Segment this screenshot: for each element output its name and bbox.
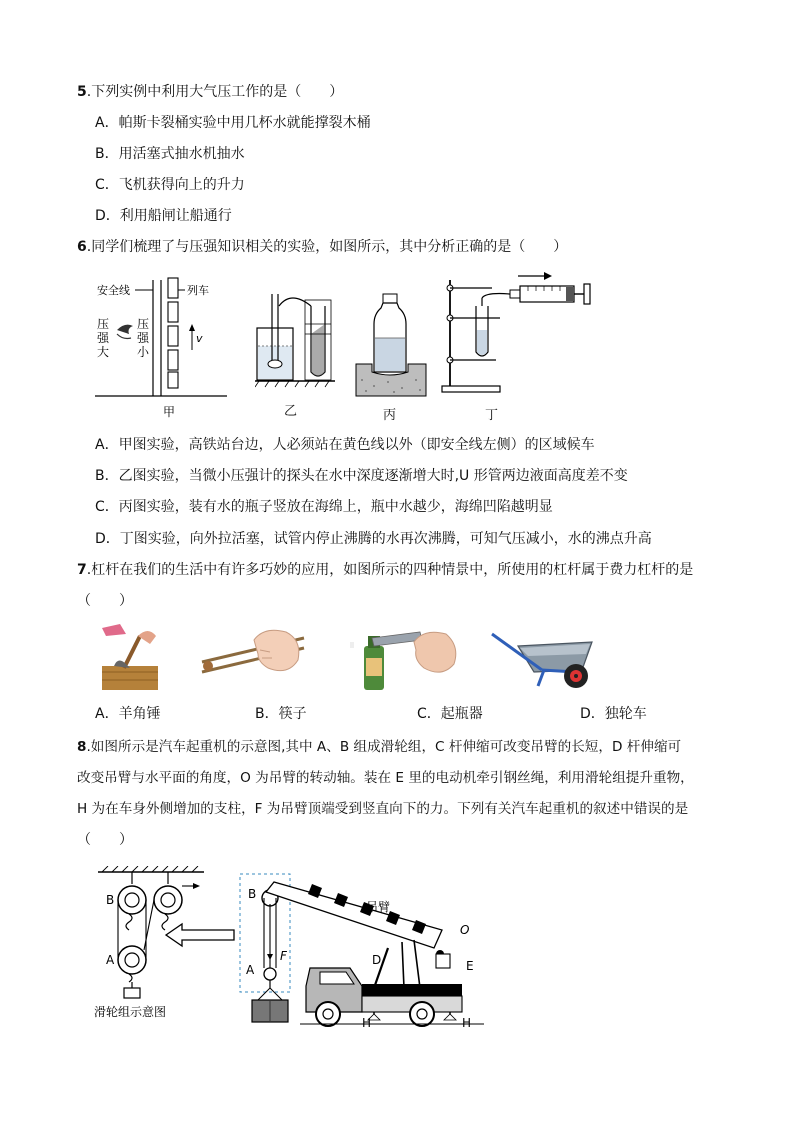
q7-option-c[interactable]: C．起瓶器 xyxy=(417,706,483,722)
crane-label-c: C xyxy=(312,885,321,899)
q7-option-a[interactable]: A．羊角锤 xyxy=(95,706,161,722)
q5-option-b[interactable]: B．用活塞式抽水机抽水 xyxy=(95,146,245,162)
pulley-caption: 滑轮组示意图 xyxy=(94,1005,167,1019)
q8-crane-figure xyxy=(238,868,488,1032)
crane-label-h-right: H xyxy=(462,1016,472,1030)
q6-caption-yi: 乙 xyxy=(284,404,298,419)
q6-caption-ding: 丁 xyxy=(485,408,499,423)
q6-option-b[interactable]: B．乙图实验，当微小压强计的探头在水中深度逐渐增大时,U 形管两边液面高度差不变 xyxy=(95,468,628,484)
q6-option-c[interactable]: C．丙图实验，装有水的瓶子竖放在海绵上，瓶中水越少，海绵凹陷越明显 xyxy=(95,499,553,515)
pulley-label-a: A xyxy=(106,953,115,967)
q8-stem-line-2: 改变吊臂与水平面的角度，O 为吊臂的转动轴。装在 E 里的电动机牵引钢丝绳，利用滑轮组提升重物， xyxy=(77,770,694,786)
crane-label-a: A xyxy=(246,963,255,977)
crane-arm-label: 吊臂 xyxy=(366,900,391,914)
jia-caption: 甲 xyxy=(163,405,176,419)
q8-stem-line-1: 8.如图所示是汽车起重机的示意图,其中 A、B 组成滑轮组，C 杆伸缩可改变吊臂的长短，D 杆伸缩可 xyxy=(77,739,682,755)
q8-stem-line-4: （ ） xyxy=(77,832,133,848)
q7-stem-continued: （ ） xyxy=(77,593,133,609)
crane-label-b: B xyxy=(248,887,257,901)
q5-option-a[interactable]: A．帕斯卡裂桶实验中用几杯水就能撑裂木桶 xyxy=(95,115,371,131)
crane-label-e: E xyxy=(466,959,474,973)
q5-stem: 5.下列实例中利用大气压工作的是（ ） xyxy=(77,84,344,100)
q6-stem: 6.同学们梳理了与压强知识相关的实验，如图所示，其中分析正确的是（ ） xyxy=(77,239,568,255)
q6-figure-ding xyxy=(440,268,600,396)
q7-option-d[interactable]: D．独轮车 xyxy=(580,706,647,722)
q6-figure-yi xyxy=(255,288,337,392)
q6-option-a[interactable]: A．甲图实验，高铁站台边，人必须站在黄色线以外（即安全线左侧）的区域候车 xyxy=(95,437,595,453)
q7-bottle-opener-picture xyxy=(350,628,460,692)
q8-left-arrow xyxy=(164,922,236,948)
q7-chopsticks-picture xyxy=(198,626,310,686)
q7-wheelbarrow-picture xyxy=(488,626,600,692)
jia-low-2: 强 xyxy=(137,331,150,345)
jia-low-3: 小 xyxy=(137,345,150,359)
pulley-label-b: B xyxy=(106,893,115,907)
q7-option-b[interactable]: B．筷子 xyxy=(255,706,307,722)
q5-option-d[interactable]: D．利用船闸让船通行 xyxy=(95,208,232,224)
q7-claw-hammer-picture xyxy=(100,622,160,692)
q5-option-c[interactable]: C．飞机获得向上的升力 xyxy=(95,177,245,193)
q6-figure-bing xyxy=(354,292,428,400)
q6-option-d[interactable]: D．丁图实验，向外拉活塞，试管内停止沸腾的水再次沸腾，可知气压减小，水的沸点升高 xyxy=(95,531,652,547)
q8-stem-line-3: H 为在车身外侧增加的支柱，F 为吊臂顶端受到竖直向下的力。下列有关汽车起重机的叙述中错误的是 xyxy=(77,801,689,817)
jia-high-1: 压 xyxy=(97,317,110,331)
q6-figure-jia xyxy=(95,272,235,422)
crane-label-f: F xyxy=(280,949,287,963)
crane-label-h-left: H xyxy=(362,1016,372,1030)
q7-stem: 7.杠杆在我们的生活中有许多巧妙的应用，如图所示的四种情景中，所使用的杠杆属于费力杠杆的是 xyxy=(77,562,694,578)
jia-high-2: 强 xyxy=(97,331,110,345)
jia-low-1: 压 xyxy=(137,317,150,331)
jia-train-label: 列车 xyxy=(187,284,209,297)
q6-caption-bing: 丙 xyxy=(383,408,397,423)
jia-safe-line-label: 安全线 xyxy=(97,284,130,297)
jia-velocity-label: v xyxy=(196,332,203,345)
crane-label-d: D xyxy=(372,953,382,967)
crane-label-o: O xyxy=(460,923,470,937)
jia-high-3: 大 xyxy=(97,345,110,359)
